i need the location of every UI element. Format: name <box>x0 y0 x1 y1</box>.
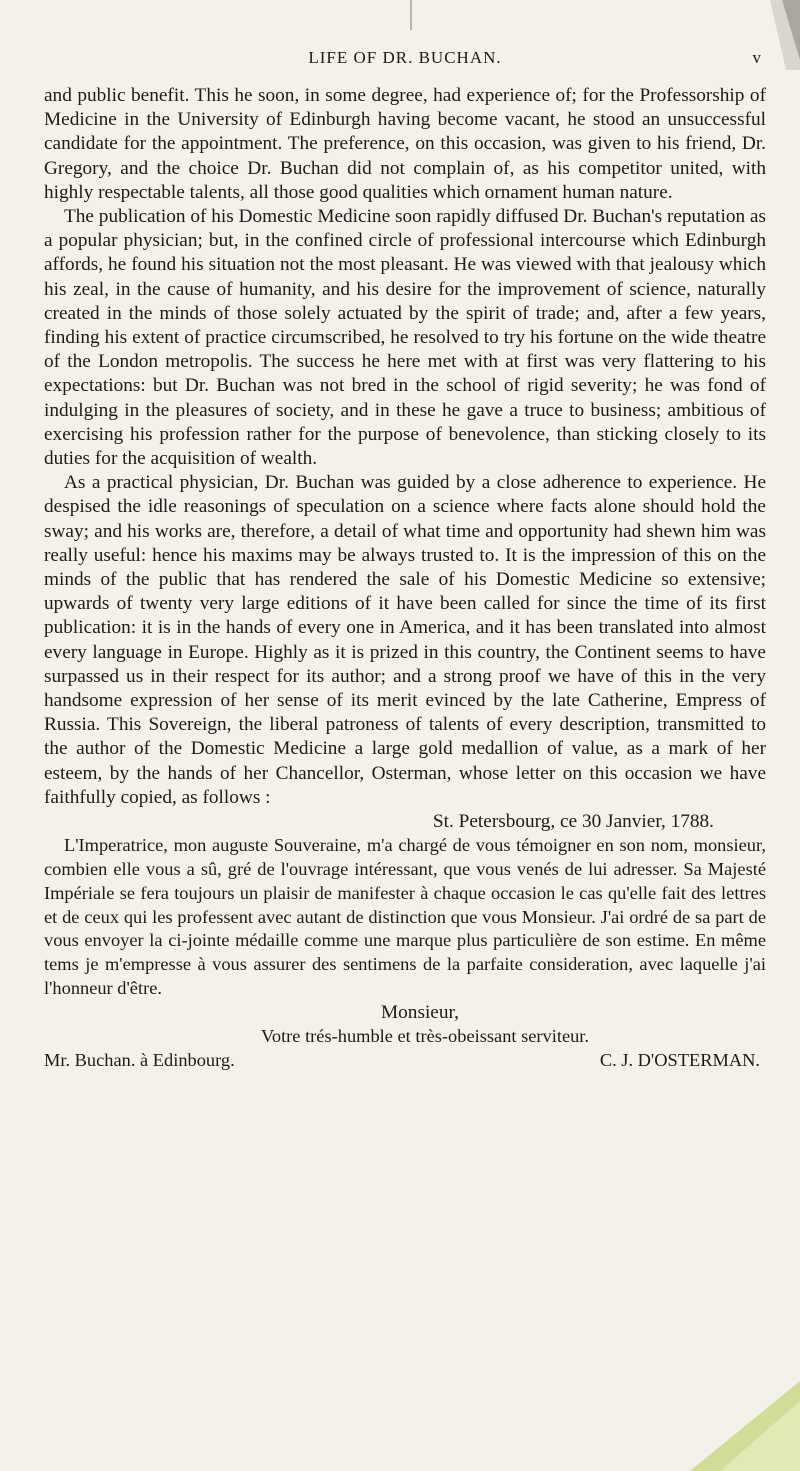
page-corner-shadow <box>760 0 800 70</box>
letter-final-line <box>44 1049 766 1073</box>
letter-body: L'Imperatrice, mon auguste Souveraine, m'a chargé de vous témoigner en son nom, monsieur, combien elle vous a sû, gré de l'ouvrage intéressant, que vous venés de lui adresser. Sa Majesté Impériale se fera toujours un plaisir de manifester à chaque occasion le cas qu'elle fait des lettres et de ceux qui les professent avec autant de distinction que vous Monsieur. J'ai ordré de sa part de vous envoyer la ci-jointe médaille comme une marque plus particulière de son estime. En même tems je m'empresse à vous assurer des sentimens de la parfaite consideration, avec laquelle j'ai l'honneur d'être. <box>44 835 766 999</box>
quoted-letter <box>44 810 766 1073</box>
running-title: LIFE OF DR. BUCHAN. <box>308 48 502 67</box>
paragraph-3: As a practical physician, Dr. Buchan was guided by a close adherence to experience. He despised the idle reasonings of speculation on a science where facts alone should hold the sway; and his works are, therefore, a detail of what time and opportunity had shewn him was really useful: hence his maxims may be always trusted to. It is the impression of this on the minds of the public that has rendered the sale of his Domestic Medicine so extensive; upwards of twenty very large editions of it have been called for since the time of its first publication: it is in the hands of every one in America, and it has been translated into almost every language in Europe. Highly as it is prized in this country, the Continent seems to have surpassed us in their respect for its author; and a strong proof we have of this in the very handsome expression of her sense of its merit evinced by the late Catherine, Empress of Russia. This Sovereign, the liberal patroness of talents of every description, transmitted to the author of the Domestic Medicine a large gold medallion of value, as a mark of her esteem, by the hands of her Chancellor, Osterman, whose letter on this occasion we have faithfully copied, as follows : <box>44 472 766 808</box>
page-corner-tint <box>690 1381 800 1471</box>
binding-mark <box>408 0 414 30</box>
running-head <box>44 48 766 72</box>
letter-salutation: Monsieur, <box>381 1001 459 1023</box>
paragraph-2: The publication of his Domestic Medicine soon rapidly diffused Dr. Buchan's reputation as a popular physician; but, in the confined circle of professional intercourse which Edinburgh affords, he found his situation not the most pleasant. He was viewed with that jealousy which his zeal, in the cause of humanity, and his desire for the improvement of science, naturally created in the minds of those solely actuated by the spirit of trade; and, after a few years, finding his extent of practice circumscribed, he resolved to try his fortune on the wide theatre of the London metropolis. The success he here met with at first was very flattering to his expectations: but Dr. Buchan was not bred in the school of rigid severity; he was fond of indulging in the pleasures of society, and in these he gave a truce to business; ambitious of exercising his profession rather for the purpose of benevolence, than sticking closely to its duties for the acquisition of wealth. <box>44 206 766 470</box>
letter-signature: C. J. D'OSTERMAN. <box>599 1049 760 1070</box>
letter-closing: Votre trés-humble et très-obeissant serviteur. <box>260 1026 590 1047</box>
page-body <box>44 84 766 1073</box>
page-number: v <box>752 48 762 67</box>
paragraph-1: and public benefit. This he soon, in some degree, had experience of; for the Professorship of Medicine in the University of Edinburgh having become vacant, he stood an unsuccessful candidate for the appointment. The preference, on this occasion, was given to his friend, Dr. Gregory, and the choice Dr. Buchan did not complain of, as his competitor united, with highly respectable talents, all those good qualities which ornament human nature. <box>44 85 766 203</box>
letter-addressee: Mr. Buchan. à Edinbourg. <box>44 1049 235 1070</box>
letter-dateline: St. Petersbourg, ce 30 Janvier, 1788. <box>432 811 714 833</box>
